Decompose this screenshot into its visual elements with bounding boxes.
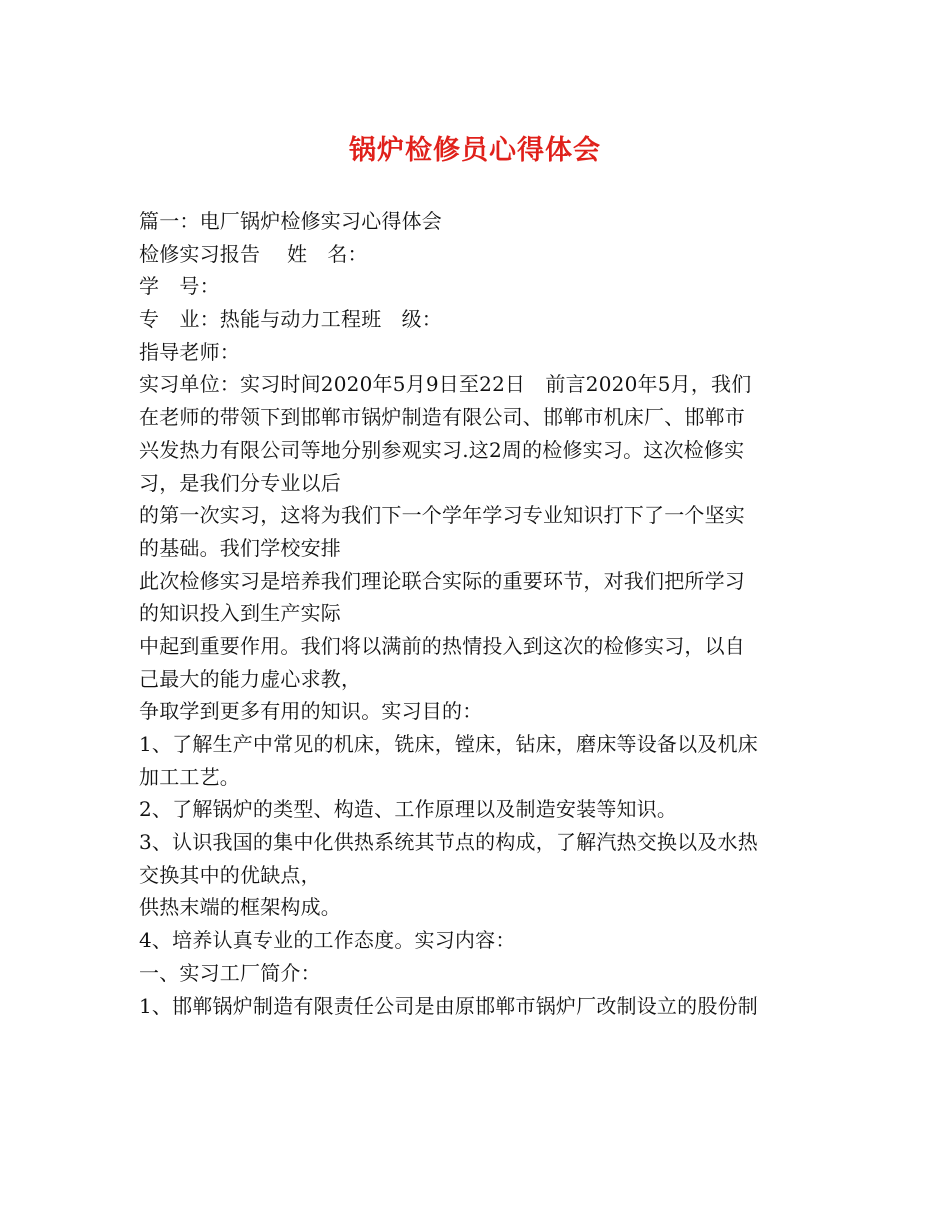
text-line: 实习单位：实习时间2020年5月9日至22日 前言2020年5月，我们 bbox=[139, 372, 752, 397]
text-line: 兴发热力有限公司等地分别参观实习.这2周的检修实习。这次检修实 bbox=[139, 437, 745, 462]
text-line: 习，是我们分专业以后 bbox=[139, 470, 341, 495]
text-line: 2、了解锅炉的类型、构造、工作原理以及制造安装等知识。 bbox=[139, 797, 678, 822]
text-line: 指导老师： bbox=[139, 339, 240, 364]
text-line: 中起到重要作用。我们将以满前的热情投入到这次的检修实习，以自 bbox=[139, 633, 745, 658]
text-line: 的知识投入到生产实际 bbox=[139, 601, 341, 626]
document-body bbox=[139, 205, 819, 1022]
text-line: 一、实习工厂简介： bbox=[139, 960, 321, 985]
text-line: 己最大的能力虚心求教， bbox=[139, 666, 362, 691]
text-line: 篇一：电厂锅炉检修实习心得体会 bbox=[139, 209, 442, 233]
text-line: 专 业：热能与动力工程班 级： bbox=[139, 307, 442, 332]
text-line: 学 号： bbox=[139, 274, 220, 299]
text-line: 检修实习报告 姓 名： bbox=[139, 241, 368, 266]
text-line: 供热末端的框架构成。 bbox=[139, 895, 341, 920]
text-line: 在老师的带领下到邯郸市锅炉制造有限公司、邯郸市机床厂、邯郸市 bbox=[139, 405, 745, 430]
text-line: 3、认识我国的集中化供热系统其节点的构成，了解汽热交换以及水热 bbox=[139, 830, 758, 855]
document-title: 锅炉检修员心得体会 bbox=[349, 135, 601, 166]
text-line: 的基础。我们学校安排 bbox=[139, 535, 341, 560]
text-line: 争取学到更多有用的知识。实习目的： bbox=[139, 699, 483, 724]
text-line: 1、邯郸锅炉制造有限责任公司是由原邯郸市锅炉厂改制设立的股份制 bbox=[139, 993, 758, 1018]
text-line: 交换其中的优缺点， bbox=[139, 862, 321, 887]
text-line: 的第一次实习，这将为我们下一个学年学习专业知识打下了一个坚实 bbox=[139, 503, 745, 528]
text-line: 加工工艺。 bbox=[139, 764, 240, 789]
text-line: 1、了解生产中常见的机床，铣床，镗床，钻床，磨床等设备以及机床 bbox=[139, 732, 758, 756]
text-line: 此次检修实习是培养我们理论联合实际的重要环节，对我们把所学习 bbox=[139, 568, 745, 593]
text-line: 4、培养认真专业的工作态度。实习内容： bbox=[139, 928, 516, 953]
